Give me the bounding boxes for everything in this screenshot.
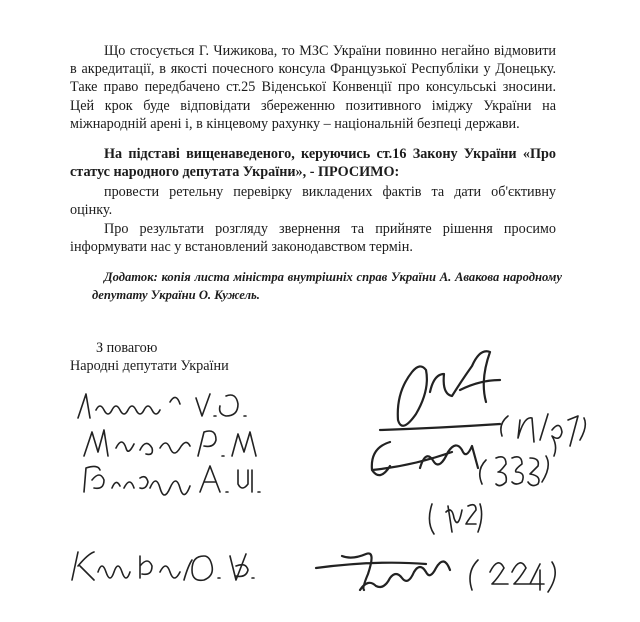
signature-mark-1 xyxy=(380,351,585,456)
signature-mark-4 xyxy=(316,553,555,592)
paragraph-chyzhykov: Що стосується Г. Чижикова, то МЗС України повинно негайно відмовити в акредитації, в якості почесного консула Французької Республіки у Донецьку. Таке право передбачено ст.25 Віденської Конвенції про консульські зносини. Цей крок буде відповідати збереженню позитивного іміджу України на міжнародній арені і, в кінцевому рахунку – національній безпеці держави. xyxy=(70,43,556,132)
signature-mark-2 xyxy=(372,442,548,486)
closing-regards: З повагою xyxy=(96,340,158,356)
attachment-note: Додаток: копія листа міністра внутрішніх справ України А. Авакова народному депутату України О. Кужель. xyxy=(92,270,562,302)
signature-name-1 xyxy=(78,394,246,418)
signature-name-2 xyxy=(84,430,256,456)
signature-name-4 xyxy=(72,552,254,580)
signatories-heading: Народні депутати України xyxy=(70,358,229,374)
paragraph-legal-basis: На підставі вищенаведеного, керуючись ст.16 Закону України «Про статус народного депутата України», - ПРОСИМО: xyxy=(70,146,556,181)
paragraph-inform: Про результати розгляду звернення та прийняте рішення просимо інформувати нас у встановлений законодавством термін. xyxy=(70,221,556,256)
signature-name-3 xyxy=(84,466,260,495)
signature-mark-3 xyxy=(429,504,481,534)
paragraph-request: провести ретельну перевірку викладених фактів та дати об'єктивну оцінку. xyxy=(70,184,556,219)
